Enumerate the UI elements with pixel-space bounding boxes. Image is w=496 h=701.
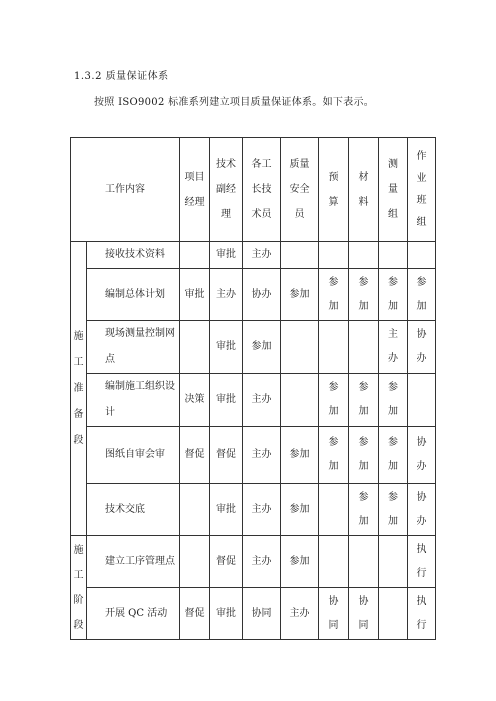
table-row (71, 427, 436, 484)
cell-survey-team (379, 536, 408, 588)
task-cell: 编制施工组织设 计 (87, 374, 180, 427)
cell-foreman-technician: 主办 (243, 427, 281, 484)
cell-technical-deputy: 督促 (210, 536, 243, 588)
header-row (71, 138, 436, 242)
group-construction-execution: 施 工 阶 段 (71, 536, 87, 640)
cell-technical-deputy: 审批 (210, 321, 243, 374)
header-work-content: 工作内容 (71, 138, 180, 242)
cell-survey-team: 参 加 (379, 374, 408, 427)
cell-material: 参 加 (349, 374, 379, 427)
header-material: 材 料 (349, 138, 379, 242)
cell-project-manager (180, 242, 210, 269)
cell-quality-safety: 参加 (281, 484, 319, 536)
task-cell: 建立工序管理点 (87, 536, 180, 588)
cell-foreman-technician: 协办 (243, 269, 281, 321)
task-cell: 现场测量控制网 点 (87, 321, 180, 374)
cell-work-crew: 执 行 (408, 536, 436, 588)
cell-budget: 参 加 (319, 269, 349, 321)
cell-project-manager: 决策 (180, 374, 210, 427)
cell-survey-team: 参 加 (379, 269, 408, 321)
cell-quality-safety: 参加 (281, 536, 319, 588)
cell-technical-deputy: 督促 (210, 427, 243, 484)
header-budget: 预 算 (319, 138, 349, 242)
cell-budget (319, 242, 349, 269)
cell-foreman-technician: 主办 (243, 374, 281, 427)
cell-budget (319, 484, 349, 536)
cell-material: 协 同 (349, 588, 379, 640)
cell-material: 参 加 (349, 484, 379, 536)
header-technical-deputy: 技术 副经 理 (210, 138, 243, 242)
cell-foreman-technician: 主办 (243, 536, 281, 588)
cell-work-crew: 协 办 (408, 427, 436, 484)
cell-work-crew (408, 374, 436, 427)
cell-material (349, 321, 379, 374)
cell-survey-team: 参 加 (379, 484, 408, 536)
cell-quality-safety: 参加 (281, 269, 319, 321)
cell-budget: 参 加 (319, 374, 349, 427)
cell-work-crew: 参 加 (408, 269, 436, 321)
cell-budget: 协 同 (319, 588, 349, 640)
table-row (71, 321, 436, 374)
cell-survey-team (379, 242, 408, 269)
cell-survey-team: 主 办 (379, 321, 408, 374)
header-foreman-technician: 各工 长技 术员 (243, 138, 281, 242)
table-row (71, 242, 436, 269)
cell-foreman-technician: 协同 (243, 588, 281, 640)
cell-budget (319, 321, 349, 374)
task-cell: 图纸自审会审 (87, 427, 180, 484)
cell-work-crew: 执 行 (408, 588, 436, 640)
table-row (71, 374, 436, 427)
cell-project-manager (180, 321, 210, 374)
table-row (71, 536, 436, 588)
cell-technical-deputy: 审批 (210, 242, 243, 269)
cell-quality-safety (281, 321, 319, 374)
cell-technical-deputy: 审批 (210, 588, 243, 640)
cell-material: 参 加 (349, 269, 379, 321)
intro-paragraph: 按照 ISO9002 标准系列建立项目质量保证体系。如下表示。 (94, 97, 375, 108)
task-cell: 编制总体计划 (87, 269, 180, 321)
cell-work-crew (408, 242, 436, 269)
table-row (71, 269, 436, 321)
cell-budget (319, 536, 349, 588)
header-survey-team: 测 量 组 (379, 138, 408, 242)
cell-project-manager: 督促 (180, 588, 210, 640)
cell-foreman-technician: 主办 (243, 242, 281, 269)
cell-quality-safety (281, 374, 319, 427)
cell-work-crew: 协 办 (408, 484, 436, 536)
cell-technical-deputy: 审批 (210, 374, 243, 427)
cell-quality-safety (281, 242, 319, 269)
cell-foreman-technician: 主办 (243, 484, 281, 536)
header-quality-safety: 质量 安全 员 (281, 138, 319, 242)
table-row (71, 588, 436, 640)
cell-work-crew: 协 办 (408, 321, 436, 374)
header-work-crew: 作 业 班 组 (408, 138, 436, 242)
task-cell: 开展 QC 活动 (87, 588, 180, 640)
table-row (71, 484, 436, 536)
cell-project-manager: 审批 (180, 269, 210, 321)
cell-quality-safety: 主办 (281, 588, 319, 640)
section-heading: 1.3.2 质量保证体系 (74, 71, 169, 82)
quality-assurance-table (70, 137, 436, 640)
cell-project-manager: 督促 (180, 427, 210, 484)
cell-survey-team (379, 588, 408, 640)
cell-survey-team: 参 加 (379, 427, 408, 484)
task-cell: 技术交底 (87, 484, 180, 536)
cell-budget: 参 加 (319, 427, 349, 484)
cell-material: 参 加 (349, 427, 379, 484)
cell-technical-deputy: 主办 (210, 269, 243, 321)
header-project-manager: 项目 经理 (180, 138, 210, 242)
cell-material (349, 242, 379, 269)
cell-foreman-technician: 参加 (243, 321, 281, 374)
group-construction-preparation: 施 工 准 备 段 (71, 242, 87, 536)
cell-quality-safety: 参加 (281, 427, 319, 484)
cell-project-manager (180, 536, 210, 588)
cell-project-manager (180, 484, 210, 536)
cell-material (349, 536, 379, 588)
cell-technical-deputy: 审批 (210, 484, 243, 536)
task-cell: 接收技术资料 (87, 242, 180, 269)
